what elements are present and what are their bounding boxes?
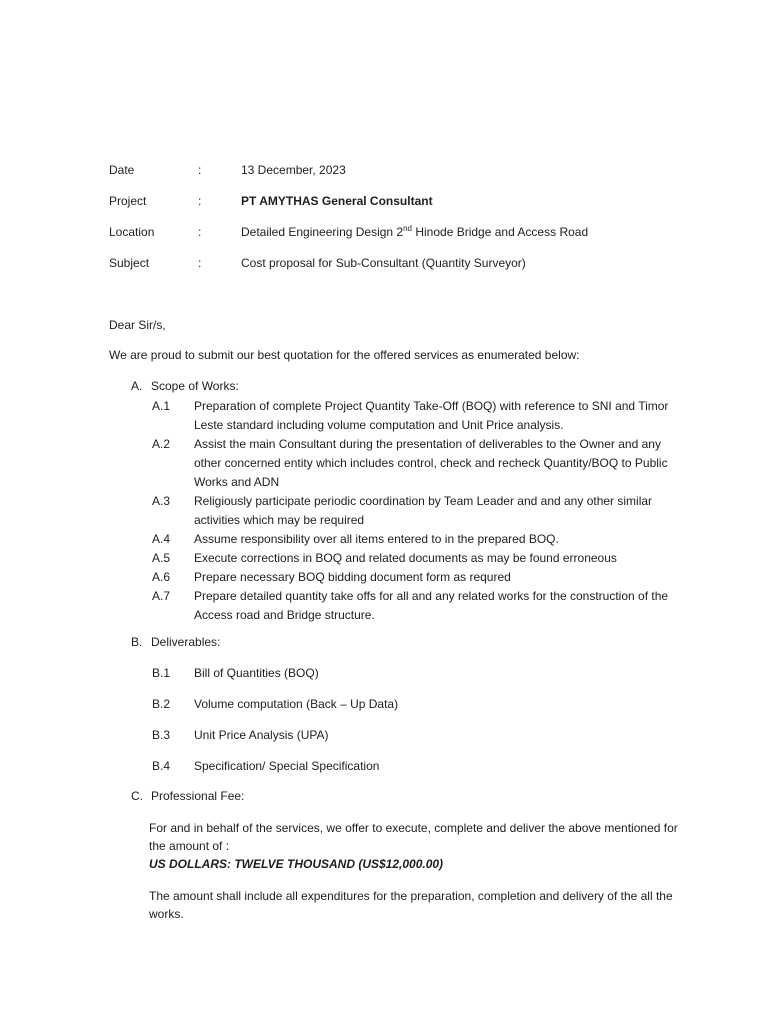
deliverable-number: B.3 xyxy=(152,728,171,742)
subject-colon: : xyxy=(198,256,202,270)
scope-list xyxy=(152,397,682,625)
scope-item-number: A.4 xyxy=(152,532,171,546)
location-value xyxy=(241,223,709,254)
scope-item xyxy=(152,549,682,568)
scope-item-number: A.7 xyxy=(152,589,171,603)
project-label: Project xyxy=(109,194,147,208)
scope-item-text: Execute corrections in BOQ and related documents as may be found erroneous xyxy=(194,551,617,565)
deliverables-title: Deliverables: xyxy=(151,635,221,649)
scope-item-number: A.6 xyxy=(152,570,171,584)
deliverable-text: Volume computation (Back – Up Data) xyxy=(194,697,399,711)
date-row xyxy=(109,161,709,192)
fee-letter: C. xyxy=(131,789,143,803)
location-value-prefix: Detailed Engineering Design 2 xyxy=(241,225,404,239)
location-value-sup: nd xyxy=(403,224,413,233)
fee-title: Professional Fee: xyxy=(151,789,245,803)
deliverable-item xyxy=(152,757,652,788)
deliverables-letter: B. xyxy=(131,635,143,649)
scope-item xyxy=(152,435,682,492)
deliverable-number: B.4 xyxy=(152,759,171,773)
scope-item-text: Assist the main Consultant during the presentation of deliverables to the Owner and any other concerned entity which includes control, check and recheck Quantity/BOQ to Public Works and ADN xyxy=(194,437,668,489)
scope-title: Scope of Works: xyxy=(151,379,239,393)
fee-body xyxy=(149,819,679,923)
fee-amount: US DOLLARS: TWELVE THOUSAND (US$12,000.00) xyxy=(149,857,444,871)
fee-paragraph: For and in behalf of the services, we offer to execute, complete and deliver the above mentioned for the amount of : xyxy=(149,821,678,853)
scope-item-number: A.1 xyxy=(152,399,171,413)
scope-item xyxy=(152,530,682,549)
project-value: PT AMYTHAS General Consultant xyxy=(241,194,433,208)
deliverable-text: Bill of Quantities (BOQ) xyxy=(194,666,319,680)
scope-item xyxy=(152,492,682,530)
scope-item-text: Religiously participate periodic coordination by Team Leader and and any other similar activities which may be required xyxy=(194,494,653,527)
letter-header xyxy=(109,161,709,285)
intro-paragraph: We are proud to submit our best quotation for the offered services as enumerated below: xyxy=(109,348,580,362)
subject-label: Subject xyxy=(109,256,150,270)
scope-item-text: Assume responsibility over all items entered to in the prepared BOQ. xyxy=(194,532,559,546)
scope-item-number: A.2 xyxy=(152,437,171,451)
fee-inclusion-paragraph: The amount shall include all expenditures for the preparation, completion and delivery of the all the works. xyxy=(149,889,673,921)
scope-item xyxy=(152,587,682,625)
date-label: Date xyxy=(109,163,135,177)
scope-item xyxy=(152,568,682,587)
location-colon: : xyxy=(198,225,202,239)
deliverable-number: B.2 xyxy=(152,697,171,711)
project-colon: : xyxy=(198,194,202,208)
scope-item xyxy=(152,397,682,435)
salutation: Dear Sir/s, xyxy=(109,318,166,332)
date-value: 13 December, 2023 xyxy=(241,163,346,177)
scope-item-number: A.5 xyxy=(152,551,171,565)
date-colon: : xyxy=(198,163,202,177)
deliverable-item xyxy=(152,726,652,757)
deliverable-item xyxy=(152,664,652,695)
location-label: Location xyxy=(109,225,155,239)
location-row xyxy=(109,223,709,254)
deliverable-text: Specification/ Special Specification xyxy=(194,759,380,773)
project-row xyxy=(109,192,709,223)
scope-item-text: Prepare necessary BOQ bidding document form as requred xyxy=(194,570,511,584)
deliverable-item xyxy=(152,695,652,726)
deliverable-number: B.1 xyxy=(152,666,171,680)
scope-letter: A. xyxy=(131,379,143,393)
location-value-suffix: Hinode Bridge and Access Road xyxy=(412,225,589,239)
scope-item-number: A.3 xyxy=(152,494,171,508)
scope-item-text: Preparation of complete Project Quantity Take-Off (BOQ) with reference to SNI and Timor Leste standard including volume computation and Unit Price analysis. xyxy=(194,399,669,432)
deliverable-text: Unit Price Analysis (UPA) xyxy=(194,728,329,742)
deliverables-heading xyxy=(131,633,220,651)
scope-heading xyxy=(131,377,239,395)
deliverables-list xyxy=(152,664,652,788)
subject-row xyxy=(109,254,709,285)
subject-value: Cost proposal for Sub-Consultant (Quantity Surveyor) xyxy=(241,256,526,270)
scope-item-text: Prepare detailed quantity take offs for all and any related works for the construction of the Access road and Bridge structure. xyxy=(194,589,669,622)
fee-heading xyxy=(131,787,244,805)
